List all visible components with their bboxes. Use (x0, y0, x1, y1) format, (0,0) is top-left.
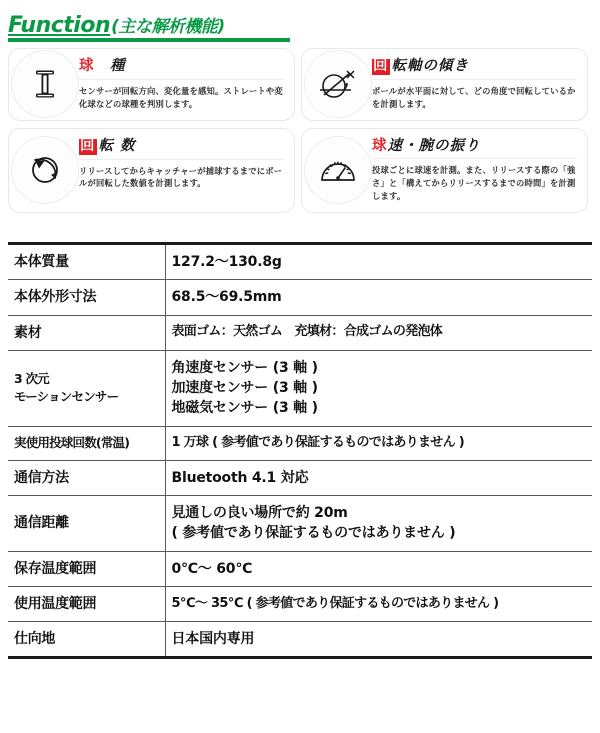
feature-title-highlight: 回 (373, 58, 389, 74)
page-header (0, 0, 600, 44)
feature-card-title (79, 58, 284, 80)
feature-card-title (372, 58, 577, 80)
speedometer-icon (304, 136, 372, 204)
feature-card-description: リリースしてからキャッチャーが捕球するまでにボールが回転した数値を計測します。 (79, 165, 283, 189)
spec-key (8, 350, 165, 426)
spec-value: 0℃〜 60℃ (165, 551, 592, 586)
spec-value-line: 加速度センサー (3 軸 ) (171, 380, 318, 397)
feature-card-title (79, 138, 284, 160)
spec-key: 使用温度範囲 (8, 586, 165, 621)
page-title (8, 12, 225, 38)
spec-key: 素材 (8, 315, 165, 350)
feature-title-highlight: 回 (80, 137, 96, 154)
feature-card-body (79, 58, 284, 110)
feature-card-description: ボールが水平面に対して、どの角度で回転しているかを計測します。 (372, 85, 576, 109)
feature-card-description: センサーが回転方向、変化量を感知。ストレートや変化球などの球種を判別します。 (79, 85, 283, 109)
table-row (8, 280, 592, 315)
rotation-count-icon (11, 136, 79, 204)
spec-value: Bluetooth 4.1 対応 (165, 460, 592, 495)
feature-card-body (79, 138, 284, 191)
spec-value-line: 見通しの良い場所で約 20m (171, 504, 348, 521)
table-row (8, 426, 592, 460)
spec-value: 1 万球 ( 参考値であり保証するものではありません ) (165, 426, 592, 460)
spec-value-line: ( 参考値であり保証するものではありません ) (171, 525, 456, 542)
spec-key: 本体質量 (8, 244, 165, 280)
feature-card-body (372, 138, 577, 203)
spec-value: 127.2〜130.8g (165, 244, 592, 280)
spec-value: 日本国内専用 (171, 631, 255, 648)
spec-value-line: 角速度センサー (3 軸 ) (171, 359, 318, 376)
feature-title-highlight: 球 (79, 58, 95, 74)
spec-value: 表面ゴム：天然ゴム 充填材：合成ゴムの発泡体 (165, 315, 592, 350)
feature-title-rest: 転 数 (98, 137, 136, 154)
ball-seam-icon (11, 50, 79, 118)
feature-card-grid (0, 44, 600, 234)
feature-card-row-1 (8, 48, 592, 121)
spec-value (165, 495, 592, 551)
spec-key: 仕向地 (8, 622, 165, 658)
table-row (8, 551, 592, 586)
spec-key: 通信距離 (8, 495, 165, 551)
feature-title-rest: 種 (94, 58, 126, 74)
feature-card-pitch-type[interactable] (8, 48, 295, 121)
feature-card-title (372, 138, 577, 160)
feature-title-rest: 速・腕の振り (387, 137, 481, 154)
spec-value: 68.5〜69.5mm (165, 280, 592, 315)
table-row (8, 350, 592, 426)
feature-card-description: 投球ごとに球速を計測。また、リリースする際の「強さ」と「構えてからリリースするまでの時間」を計測します。 (372, 165, 576, 202)
page-title-jp: (主な解析機能) (111, 17, 225, 37)
spec-value: 5℃〜 35℃ ( 参考値であり保証するものではありません ) (165, 586, 592, 621)
table-row (8, 586, 592, 621)
spec-table (8, 242, 592, 659)
feature-card-ball-speed[interactable] (301, 128, 588, 213)
spec-value (165, 350, 592, 426)
table-row (8, 622, 592, 658)
spec-key-line: モーションセンサー (14, 389, 119, 405)
spec-key: 保存温度範囲 (8, 551, 165, 586)
table-row (8, 244, 592, 280)
spec-key: 実使用投球回数(常温) (8, 426, 165, 460)
page-title-en: Function (8, 13, 111, 38)
feature-card-row-2 (8, 128, 592, 213)
table-row (8, 495, 592, 551)
feature-card-body (372, 58, 577, 111)
spec-key-line: 3 次元 (14, 371, 49, 387)
feature-card-axis-tilt[interactable] (301, 48, 588, 121)
table-row (8, 460, 592, 495)
feature-title-rest: 転軸の傾き (391, 58, 469, 74)
spec-value-line: 地磁気センサー (3 軸 ) (171, 400, 318, 417)
feature-title-highlight: 球 (372, 137, 388, 154)
spec-table-container (0, 234, 600, 659)
header-underline-bar (8, 38, 290, 42)
table-row (8, 315, 592, 350)
spec-key: 本体外形寸法 (8, 280, 165, 315)
feature-card-rotation-count[interactable] (8, 128, 295, 213)
rotation-axis-tilt-icon (304, 50, 372, 118)
spec-key: 通信方法 (8, 460, 165, 495)
